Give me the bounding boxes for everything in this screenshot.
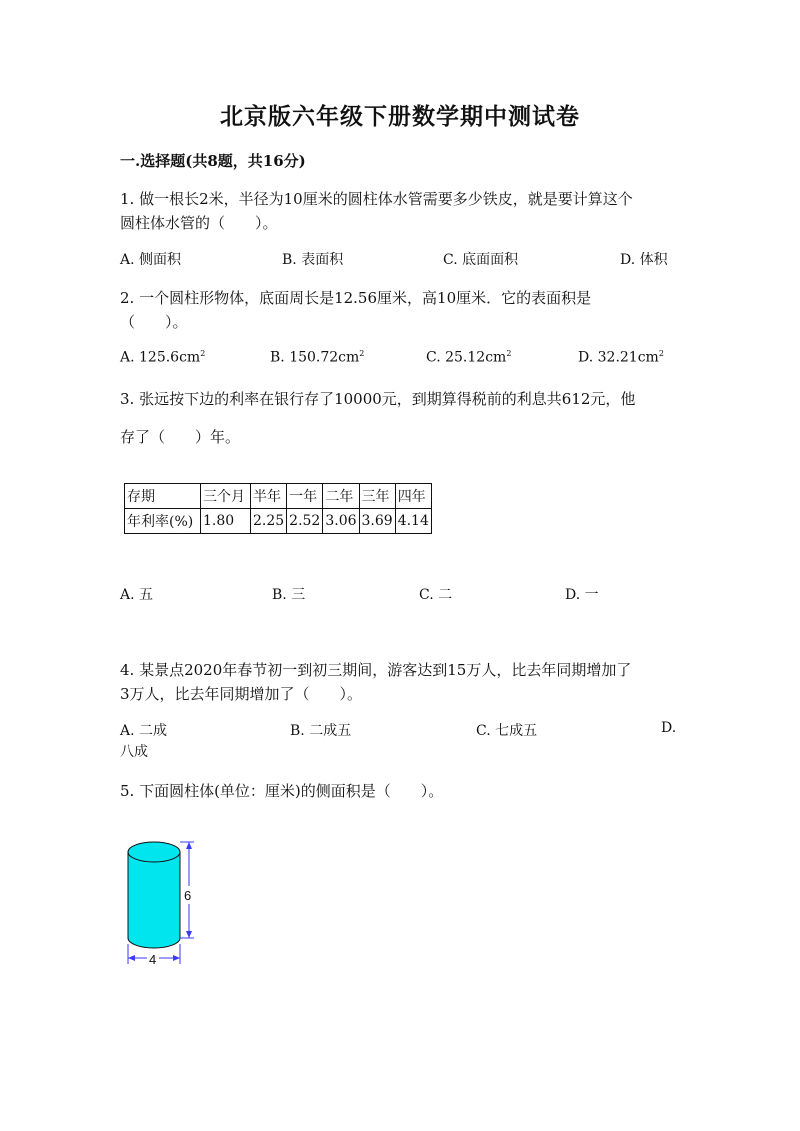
question-2-line-2: （ ）。: [120, 313, 188, 331]
table-header-row: [125, 484, 432, 509]
table-cell: 二年: [323, 484, 359, 509]
question-1-option-b: B. 表面积: [282, 252, 344, 268]
question-1-option-d: D. 体积: [620, 252, 668, 268]
question-4-option-d: D.: [661, 720, 677, 736]
table-cell: 年利率(%): [125, 509, 201, 534]
cylinder-body: [128, 852, 180, 948]
table-cell: 存期: [125, 484, 201, 509]
question-1-option-a: A. 侧面积: [120, 252, 182, 268]
question-2-option-c: C. $25.12cm^2$: [426, 349, 512, 366]
table-cell: 3.06: [323, 509, 359, 534]
question-3-line-1: 3. 张远按下边的利率在银行存了10000元，到期算得税前的利息共612元，他: [120, 390, 636, 408]
table-cell: 2.52: [287, 509, 323, 534]
question-2-option-b: B. $150.72cm^2$: [270, 349, 365, 366]
table-cell: 一年: [287, 484, 323, 509]
question-4-option-d-continued: 八成: [120, 744, 148, 760]
height-label: 6: [184, 888, 192, 903]
table-cell: 三个月: [201, 484, 251, 509]
table-cell: 3.69: [359, 509, 395, 534]
question-1-line-1: 1. 做一根长2米，半径为10厘米的圆柱体水管需要多少铁皮，就是要计算这个: [120, 190, 633, 208]
question-4-line-2: 3万人，比去年同期增加了（ ）。: [120, 685, 363, 703]
question-4-option-a: A. 二成: [120, 723, 168, 739]
section-heading: 一.选择题(共8题，共16分): [120, 152, 306, 170]
question-3-option-d: D. 一: [565, 587, 599, 603]
question-2-option-a: A. $125.6cm^2$: [120, 349, 206, 366]
cylinder-top: [128, 842, 180, 862]
table-cell: 半年: [251, 484, 287, 509]
question-3-option-a: A. 五: [120, 587, 154, 603]
question-3-option-c: C. 二: [419, 587, 453, 603]
question-3-option-b: B. 三: [272, 587, 306, 603]
question-2-option-d: D. $32.21cm^2$: [578, 349, 664, 366]
question-4-option-b: B. 二成五: [290, 723, 352, 739]
table-cell: 三年: [359, 484, 395, 509]
interest-rate-table: [124, 483, 432, 534]
diameter-label: 4: [149, 952, 157, 967]
question-5-line-1: 5. 下面圆柱体(单位：厘米)的侧面积是（ ）。: [120, 782, 444, 800]
question-2-line-1: 2. 一个圆柱形物体，底面周长是12.56厘米，高10厘米．它的表面积是: [120, 289, 592, 307]
question-4-line-1: 4. 某景点2020年春节初一到初三期间，游客达到15万人，比去年同期增加了: [120, 661, 632, 679]
table-cell: 4.14: [395, 509, 431, 534]
question-4-option-c: C. 七成五: [476, 723, 538, 739]
question-1-option-c: C. 底面面积: [443, 252, 519, 268]
table-cell: 2.25: [251, 509, 287, 534]
table-cell: 四年: [395, 484, 431, 509]
question-1-line-2: 圆柱体水管的（ ）。: [120, 214, 278, 232]
table-cell: 1.80: [201, 509, 251, 534]
question-3-line-2: 存了（ ）年。: [120, 428, 241, 446]
page-title: 北京版六年级下册数学期中测试卷: [220, 103, 580, 130]
cylinder-figure: [118, 832, 208, 972]
table-row: [125, 509, 432, 534]
